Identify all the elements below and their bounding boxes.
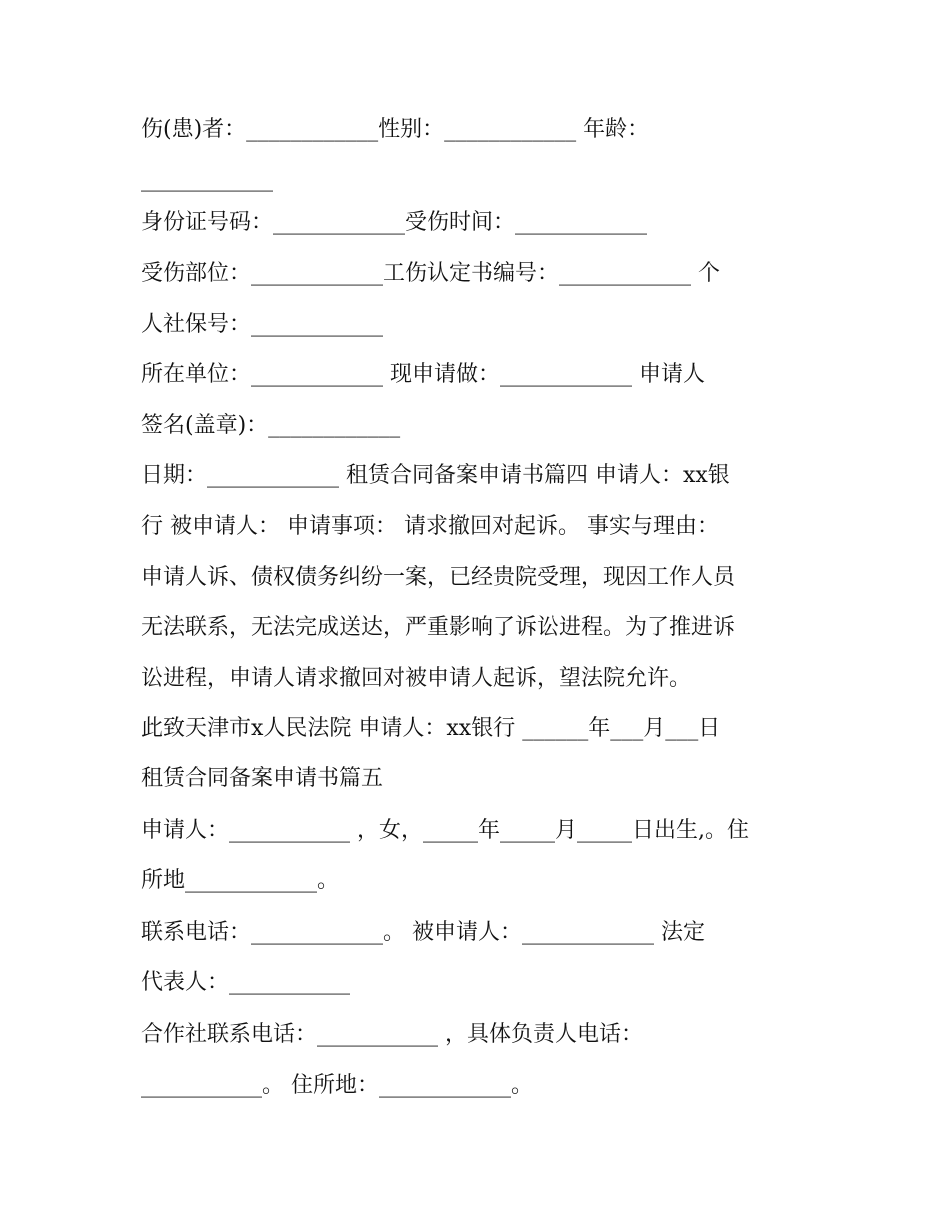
text-line: 日期：____________ 租赁合同备案申请书篇四 申请人：xx银	[141, 463, 730, 488]
text-line: ____________	[141, 167, 273, 192]
text-line: 伤(患)者：____________性别：____________ 年龄：	[141, 117, 650, 142]
text-line: 所地____________。	[141, 868, 340, 893]
text-line: 签名(盖章)：____________	[141, 413, 401, 438]
text-line: 人社保号：____________	[141, 312, 384, 337]
text-line: 联系电话：____________。 被申请人：____________ 法定	[141, 920, 705, 945]
text-line: 讼进程，申请人请求撤回对被申请人起诉，望法院允许。	[141, 666, 692, 691]
text-line: 行 被申请人： 申请事项： 请求撤回对起诉。 事实与理由：	[141, 514, 719, 539]
text-line: ___________。 住所地：____________。	[141, 1073, 533, 1098]
text-line: 合作社联系电话：___________ ，具体负责人电话：	[141, 1022, 643, 1047]
text-line: 所在单位：____________ 现申请做：____________ 申请人	[141, 362, 705, 387]
text-line: 无法联系，无法完成送达，严重影响了诉讼进程。为了推进诉	[141, 615, 736, 640]
text-line: 此致天津市x人民法院 申请人：xx银行 ______年___月___日	[141, 716, 721, 741]
text-line: 代表人：___________	[141, 970, 351, 995]
text-line: 身份证号码：____________受伤时间：____________	[141, 210, 648, 235]
text-line: 租赁合同备案申请书篇五	[141, 766, 384, 791]
text-line: 申请人：___________ ，女，_____年_____月_____日出生,。住	[141, 818, 749, 843]
text-line: 申请人诉、债权债务纠纷一案，已经贵院受理，现因工作人员	[141, 565, 736, 590]
text-line: 受伤部位：____________工伤认定书编号：____________ 个	[141, 261, 720, 286]
